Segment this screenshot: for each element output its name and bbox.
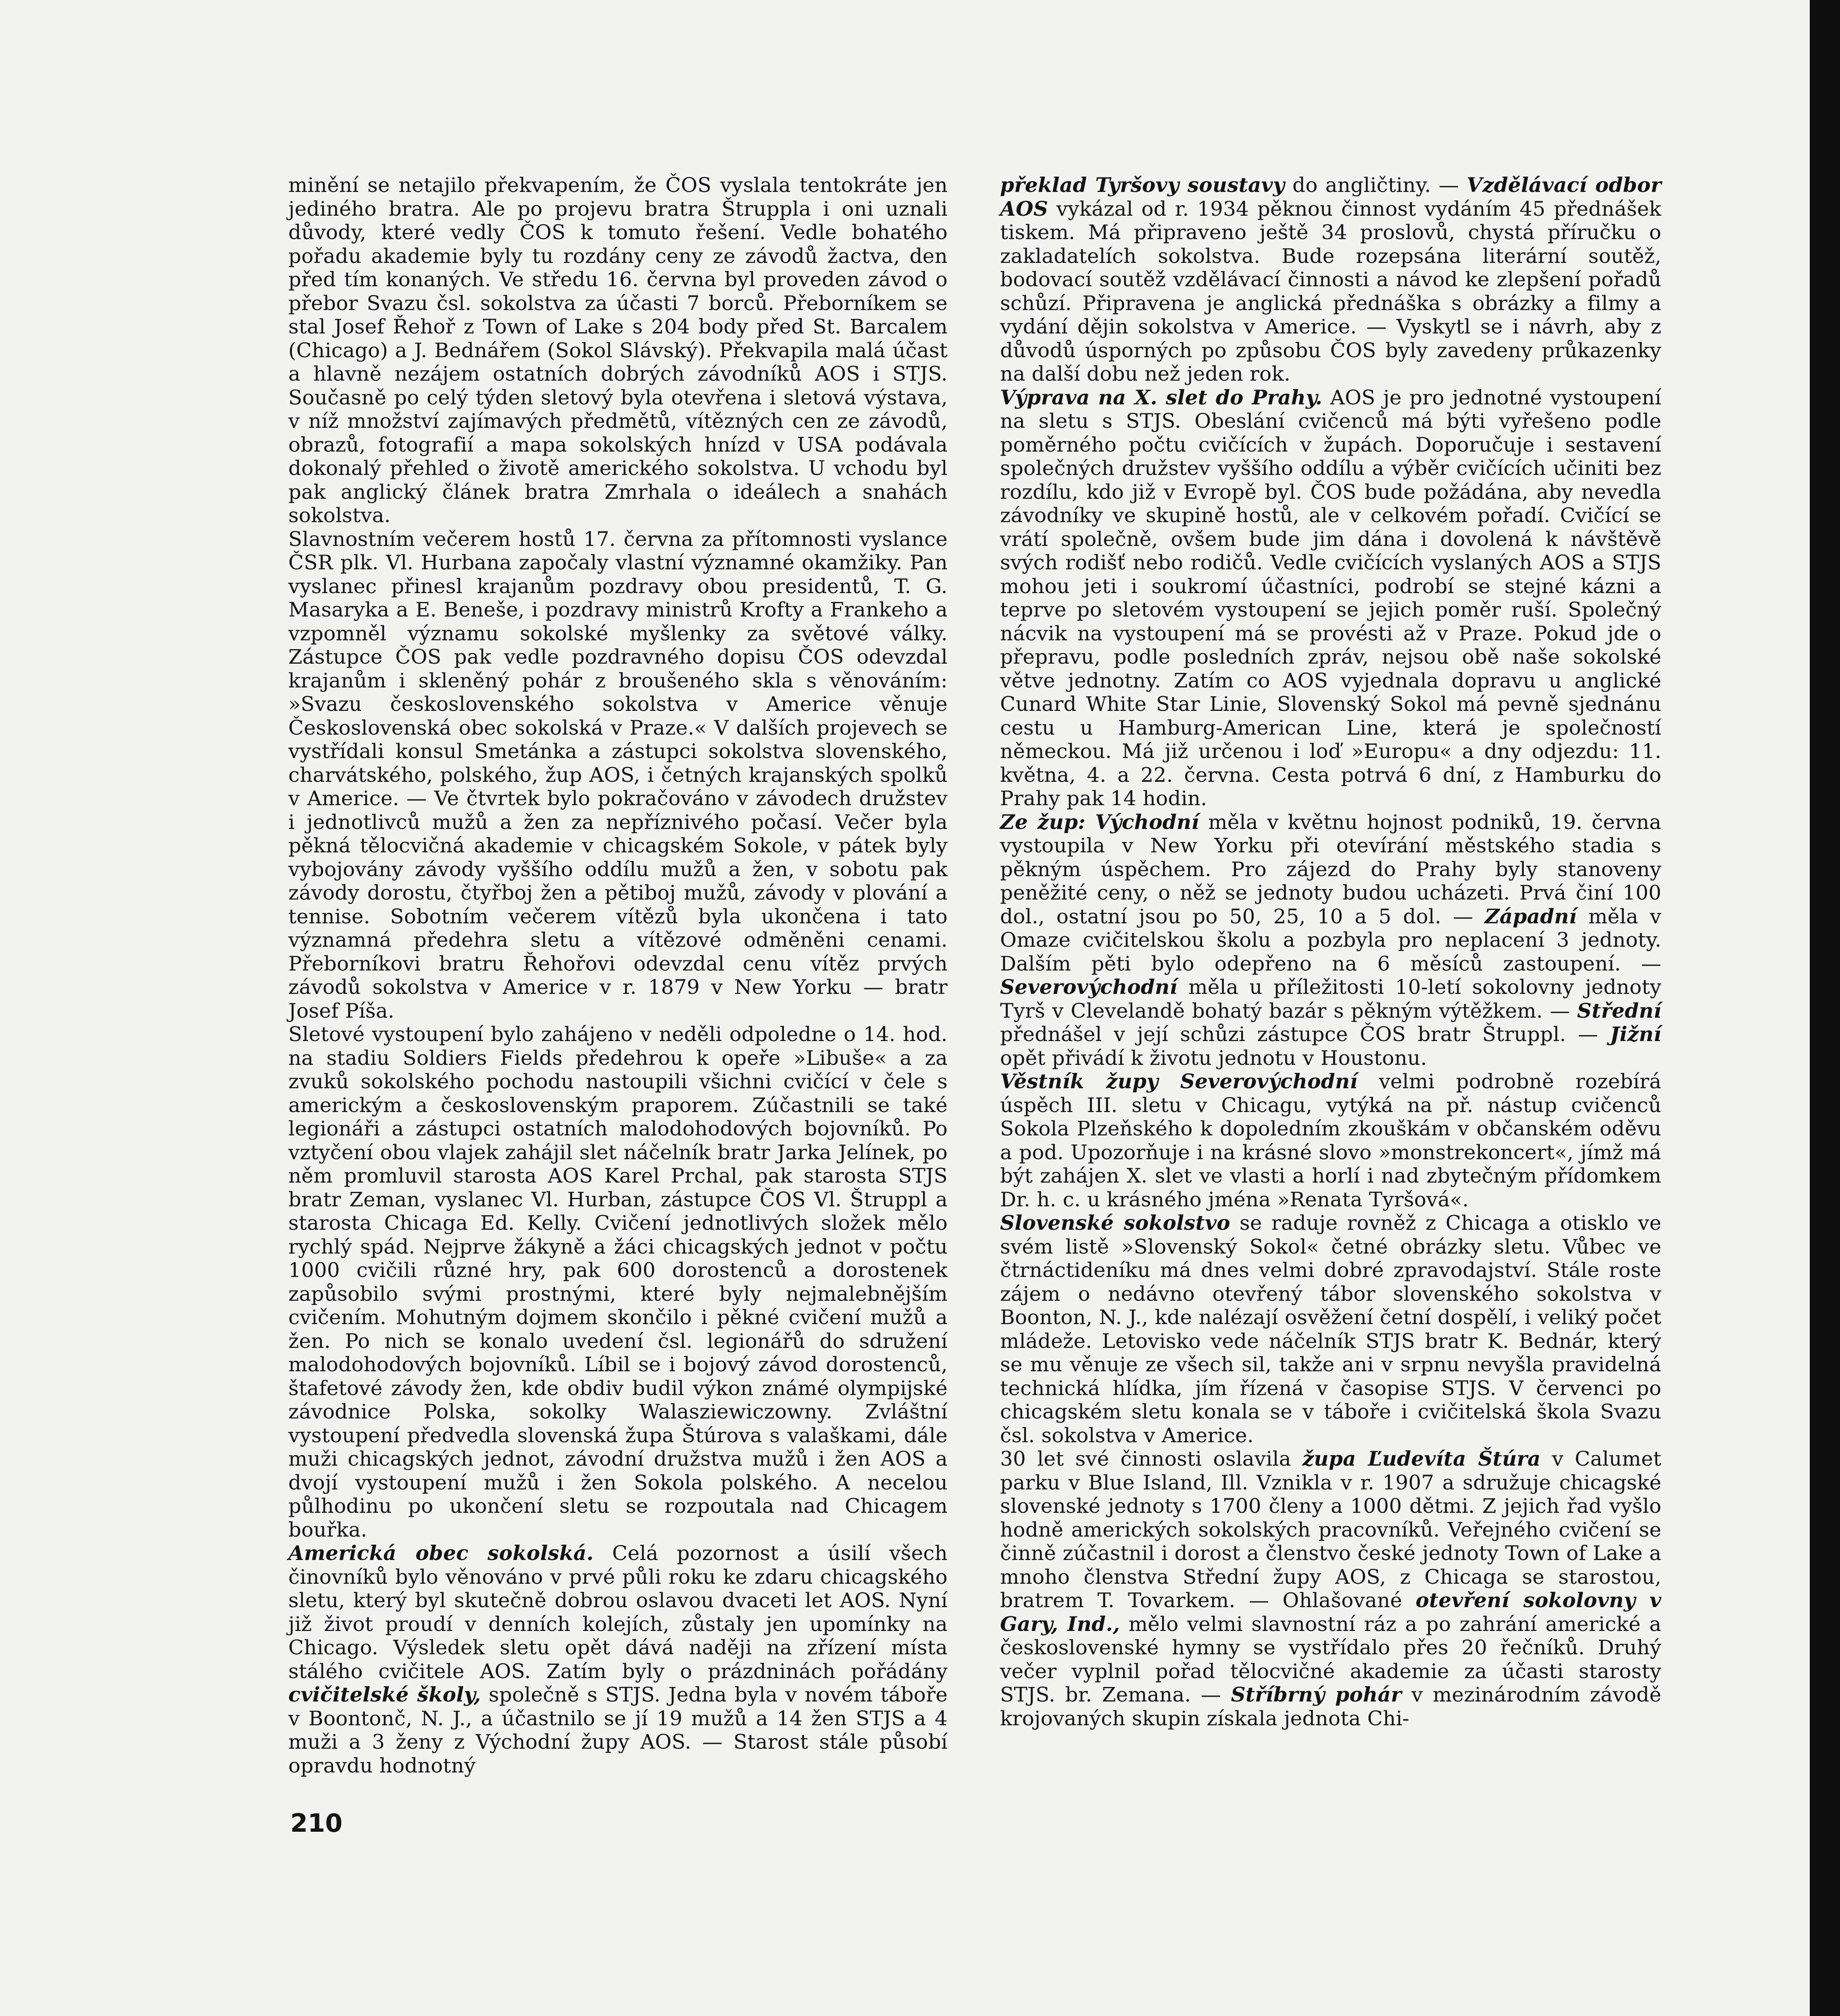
paragraph-heading: Jižní [1610, 1022, 1661, 1046]
article-paragraph [1000, 1070, 1661, 1211]
paragraph-heading: Slovenské sokolstvo [1000, 1211, 1230, 1235]
paragraph-heading: Stříbrný pohár [1231, 1683, 1402, 1706]
paragraph-text: v Calumet parku v Blue Island, Ill. Vznikla v r. 1907 a sdružuje chicagské slovenské jednoty s 1700 členy a 1000 dětmi. Z jejich řad vyšlo hodně amerických sokolských pracovníků. Veřejného cvičení se činně zúčastnil i dorost a členstvo české jednoty Town of Lake a mnoho členstva Střední župy AOS, z Chicaga se starostou, bratrem T. Tovarkem. — Ohlašované [1000, 1447, 1661, 1612]
paragraph-text: Slavnostním večerem hostů 17. června za přítomnosti vyslance ČSR plk. Vl. Hurbana započaly vlastní významné okamžiky. Pan vyslanec přinesl krajanům pozdravy obou presidentů, T. G. Masaryka a E. Beneše, i pozdravy ministrů Krofty a Frankeho a vzpomněl významu sokolské myšlenky za světové války. Zástupce ČOS pak vedle pozdravného dopisu ČOS odevzdal krajanům i skleněný pohár z broušeného skla s věnováním: »Svazu československého sokolstva v Americe věnuje Československá obec sokolská v Praze.« V dalších projevech se vystřídali konsul Smetánka a zástupci sokolstva slovenského, charvátského, polského, žup AOS, i četných krajanských spolků v Americe. — Ve čtvrtek bylo pokračováno v závodech družstev i jednotlivců mužů a žen za nepříznivého počasí. Večer byla pěkná tělocvičná akademie v chicagském Sokole, v pátek byly vybojovány závody vyššího oddílu mužů a žen, v sobotu pak závody dorostu, čtyřboj žen a pětiboj mužů, závody v plování a tennise. Sobotním večerem vítězů byla ukončena i tato významná předehra sletu a vítězové odměněni cenami. Přeborníkovi bratru Řehořovi odevzdal cenu vítěz prvých závodů sokolstva v Americe v r. 1879 v New Yorku — bratr Josef Píša. [288, 527, 948, 1023]
paragraph-text: 30 let své činnosti oslavila [1000, 1447, 1302, 1470]
article-paragraph [1000, 810, 1661, 1070]
paragraph-heading: župa Ľudevíta Štúra [1302, 1447, 1541, 1470]
paragraph-heading: Věstník župy Severovýchodní [1000, 1069, 1358, 1093]
paragraph-text: měla u příležitosti 10-letí sokolovny jednoty Tyrš v Clevelandě bohatý bazár s pěkným výtěžkem. — [1000, 975, 1661, 1023]
paragraph-heading: Severovýchodní [1000, 975, 1177, 999]
paragraph-heading: cvičitelské školy, [288, 1683, 481, 1706]
paragraph-text: se raduje rovněž z Chicaga a otisklo ve svém listě »Slovenský Sokol« četné obrázky sletu. Vůbec ve čtrnáctideníku má dnes velmi dobré zpravodajství. Stále roste zájem o nedávno otevřený tábor slovenského sokolstva v Boonton, N. J., kde nalézají osvěžení četní dospělí, i veliký počet mládeže. Letovisko vede náčelník STJS bratr K. Bednár, který se mu věnuje ze všech sil, takže ani v srpnu nevyšla pravidelná technická hlídka, jím řízená v časopise STJS. V červenci po chicagském sletu konala se v táboře i cvičitelská škola Svazu čsl. sokolstva v Americe. [1000, 1211, 1661, 1447]
paragraph-text: vykázal od r. 1934 pěknou činnost vydáním 45 přednášek tiskem. Má připraveno ještě 34 proslovů, chystá příručku o zakladatelích sokolstva. Bude rozepsána literární soutěž, bodovací soutěž vzdělávací činnosti a návod ke zlepšení pořadů schůzí. Připravena je anglická přednáška s obrázky a filmy a vydání dějin sokolstva v Americe. — Vyskytl se i návrh, aby z důvodů úsporných po způsobu ČOS byly zavedeny průkazenky na další dobu než jeden rok. [1000, 197, 1661, 385]
paragraph-heading: Americká obec sokolská. [288, 1541, 594, 1565]
paragraph-text: do angličtiny. — [1285, 173, 1467, 197]
paragraph-text: společně s STJS. Jedna byla v novém táboře v Boontonč, N. J., a účastnilo se jí 19 mužů a 14 žen STJS a 4 muži a 3 ženy z Východní župy AOS. — Starost stále působí opravdu hodnotný [288, 1683, 948, 1777]
paragraph-text: opět přivádí k životu jednotu v Houstonu. [1000, 1046, 1427, 1070]
article-paragraph [1000, 173, 1661, 386]
article-paragraph [288, 1541, 948, 1777]
article-paragraph [1000, 1447, 1661, 1730]
paragraph-text: AOS je pro jednotné vystoupení na sletu s STJS. Obeslání cvičenců má býti vyřešeno podle poměrného počtu cvičících v župách. Doporučuje i sestavení společných družstev vyššího oddílu a výběr cvičících učiniti bez rozdílu, kdo již v Evropě byl. ČOS bude požádána, aby nevedla závodníky ve skupině hostů, ale v celkovém pořadí. Cvičící se vrátí společně, ovšem bude jim dána i dovolená k návštěvě svých rodišť nebo rodičů. Vedle cvičících vyslaných AOS a STJS mohou jeti i soukromí účastníci, podrobí se stejné kázni a teprve po sletovém vystoupení se jejich poměr ruší. Společný nácvik na vystoupení má se provésti až v Praze. Pokud jde o přepravu, podle posledních zpráv, nejsou obě naše sokolské větve jednotny. Zatím co AOS vyjednala dopravu u anglické Cunard White Star Linie, Slovenský Sokol má pevně sjednánu cestu u Hamburg-American Line, která je společností německou. Má již určenou i loď »Europu« a dny odjezdu: 11. května, 4. a 22. června. Cesta potrvá 6 dní, z Hamburku do Prahy pak 14 hodin. [1000, 385, 1661, 810]
paragraph-text: mělo velmi slavnostní ráz a po zahrání americké a československé hymny se vystřídalo přes 20 řečníků. Druhý večer vyplnil pořad tělocvičné akademie za účasti starosty STJS. br. Zemana. — [1000, 1612, 1661, 1706]
paragraph-text: měla v květnu hojnost podniků, 19. června vystoupila v New Yorku při otevírání městského stadia s pěkným úspěchem. Pro zájezd do Prahy byly stanoveny peněžité ceny, o něž se jednoty budou ucházeti. Prvá činí 100 dol., ostatní jsou po 50, 25, 10 a 5 dol. — [1000, 810, 1661, 928]
paragraph-text: minění se netajilo překvapením, že ČOS vyslala tentokráte jen jediného bratra. Ale po projevu bratra Štruppla i oni uznali důvody, které vedly ČOS k tomuto řešení. Vedle bohatého pořadu akademie byly tu rozdány ceny ze závodů žactva, den před tím konaných. Ve středu 16. června byl proveden závod o přebor Svazu čsl. sokolstva za účasti 7 borců. Přeborníkem se stal Josef Řehoř z Town of Lake s 204 body před St. Barcalem (Chicago) a J. Bednářem (Sokol Slávský). Překvapila malá účast a hlavně nezájem ostatních dobrých závodníků AOS i STJS. Současně po celý týden sletový byla otevřena i sletová výstava, v níž množství zajímavých předmětů, vítězných cen ze závodů, obrazů, fotografií a mapa sokolských hnízd v USA podávala dokonalý přehled o životě amerického sokolstva. U vchodu byl pak anglický článek bratra Zmrhala o ideálech a snahách sokolstva. [288, 173, 948, 527]
page-number: 210 [290, 1808, 343, 1838]
paragraph-text: v mezinárodním závodě krojovaných skupin získala jednota Chi- [1000, 1683, 1661, 1730]
paragraph-text: Celá pozornost a úsilí všech činovníků bylo věnováno v prvé půli roku ke zdaru chicagského sletu, který byl skutečně dobrou oslavou dvaceti let AOS. Nyní již život proudí v denních kolejích, zůstaly jen upomínky na Chicago. Výsledek sletu opět dává naději na zřízení místa stálého cvičitele AOS. Zatím byly o prázdninách pořádány [288, 1541, 948, 1683]
paragraph-text: Sletové vystoupení bylo zahájeno v neděli odpoledne o 14. hod. na stadiu Soldiers Fields předehrou k opeře »Libuše« a za zvuků sokolského pochodu nastoupili všichni cvičící v čele s americkým a československým praporem. Zúčastnili se také legionáři a zástupci ostatních malodohodových bojovníků. Po vztyčení obou vlajek zahájil slet náčelník bratr Jarka Jelínek, po něm promluvil starosta AOS Karel Prchal, pak starosta STJS bratr Zeman, vyslanec Vl. Hurban, zástupce ČOS Vl. Štruppl a starosta Chicaga Ed. Kelly. Cvičení jednotlivých složek mělo rychlý spád. Nejprve žákyně a žáci chicagských jednot v počtu 1000 cvičili různé hry, pak 600 dorostenců a dorostenek zapůsobilo svými prostnými, které byly nejmalebnějším cvičením. Mohutným dojmem skončilo i pěkné cvičení mužů a žen. Po nich se konalo uvedení čsl. legionářů do sdružení malodohodových bojovníků. Líbil se i bojový závod dorostenců, štafetové závody žen, kde obdiv budil výkon známé olympijské závodnice Polska, sokolky Walasziewiczowny. Zvláštní vystoupení předvedla slovenská župa Štúrova s valaškami, dále muži chicagských jednot, závodní družstva mužů i žen AOS a dvojí vystoupení mužů i žen Sokola polského. A necelou půlhodinu po ukončení sletu se rozpoutala nad Chicagem bouřka. [288, 1023, 948, 1541]
paragraph-text: přednášel v její schůzi zástupce ČOS bratr Štruppl. — [1000, 1023, 1610, 1046]
paragraph-heading: Výprava na X. slet do Prahy. [1000, 385, 1323, 409]
paragraph-text: velmi podrobně rozebírá úspěch III. sletu v Chicagu, vytýká na př. nástup cvičenců Sokola Plzeňského k dopoledním zkouškám v občanském oděvu a pod. Upozorňuje i na krásné slovo »monstrekoncert«, jímž má být zahájen X. slet ve vlasti a horlí i nad zbytečným přídomkem Dr. h. c. u krásného jména »Renata Tyršová«. [1000, 1070, 1662, 1211]
article-paragraph [288, 527, 948, 1023]
paragraph-heading: Ze žup: Východní [1000, 810, 1199, 834]
paragraph-heading: otevření sokolovny v Gary, Ind., [1000, 1588, 1661, 1636]
paragraph-heading: Západní [1485, 904, 1577, 928]
article-paragraph [288, 173, 948, 527]
paragraph-heading: překlad Tyršovy soustavy [1000, 173, 1285, 197]
left-column [288, 173, 948, 1777]
paragraph-text: měla v Omaze cvičitelskou školu a pozbyla pro neplacení 3 jednoty. Dalším pěti bylo odepřeno na 6 měsíců zastoupení. — [1000, 904, 1661, 975]
right-column [1000, 173, 1661, 1730]
article-paragraph [1000, 1211, 1661, 1447]
paragraph-heading: Vzdělávací odbor AOS [1000, 173, 1661, 221]
article-paragraph [288, 1023, 948, 1541]
scan-border-right [1810, 0, 1840, 2016]
article-paragraph [1000, 386, 1661, 810]
paragraph-heading: Střední [1577, 998, 1661, 1023]
